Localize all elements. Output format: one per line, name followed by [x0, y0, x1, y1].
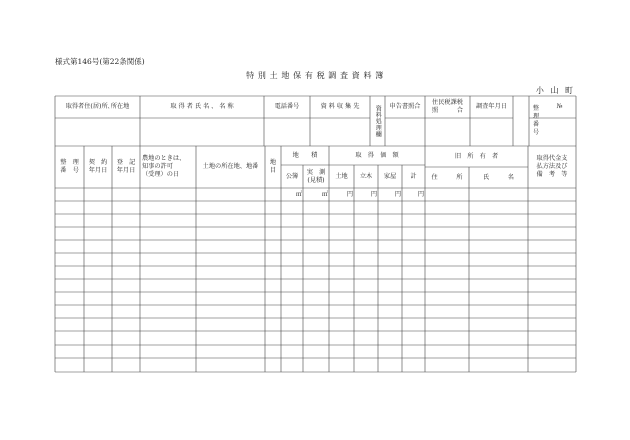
header-acquirer-address: 取得者住(居)所､所在地 [65, 103, 130, 111]
header-resident-tax: 住民税課税 照 合 [432, 99, 463, 114]
col-registration-date: 登 記 年月日 [116, 159, 136, 174]
header-acquirer-name: 取 得 者 氏 名 、 名 称 [170, 103, 234, 111]
unit-yen-building: 円 [394, 190, 401, 198]
col-land-location: 土地の所在地、地番 [202, 163, 259, 171]
col-contract-date: 契 約 年月日 [88, 159, 108, 174]
col-owner-name: 氏 名 [483, 173, 514, 181]
unit-yen-total: 円 [417, 190, 424, 198]
col-price-total: 計 [410, 172, 417, 180]
header-processing [370, 96, 385, 146]
col-owner-address: 住 所 [431, 173, 463, 181]
col-former-owner: 旧 所 有 者 [454, 152, 499, 160]
processing-label: 資料処理欄 [374, 104, 382, 138]
header-no: № [556, 103, 563, 111]
col-price-building: 家屋 [383, 172, 397, 180]
col-price-land: 土地 [335, 172, 348, 180]
unit-yen-land: 円 [346, 190, 353, 198]
form-reference: 様式第146号(第22条関係) [55, 57, 145, 66]
col-seiri-number: 整 理 番 号 [60, 159, 79, 174]
col-land-category: 地 目 [269, 159, 277, 174]
col-area-public: 公簿 [285, 172, 299, 180]
col-farmland-permit: 農地のときは、 知事の許可 （受理）の日 [142, 155, 186, 178]
unit-sqm-survey: ㎡ [321, 190, 328, 198]
header-reference: 申告書照合 [389, 103, 421, 111]
col-acquisition-price: 取 得 価 額 [355, 151, 399, 159]
town-name: 小 山 町 [535, 86, 575, 95]
unit-yen-trees: 円 [370, 190, 377, 198]
header-sort-number: 整 理 番 号 [532, 104, 539, 137]
col-price-trees: 立木 [359, 172, 373, 180]
col-area: 地 積 [292, 151, 318, 159]
col-payment-notes: 取得代金支 払方法及び 備 考 等 [536, 155, 568, 178]
header-phone: 電話番号 [274, 103, 300, 111]
header-source: 資 料 収 集 先 [320, 103, 360, 111]
col-area-survey: 実 測 (見積) [306, 168, 326, 184]
header-survey-date: 調査年月日 [476, 103, 507, 111]
document-title: 特 別 土 地 保 有 税 調 査 資 料 簿 [246, 71, 384, 80]
unit-sqm-public: ㎡ [295, 190, 302, 198]
